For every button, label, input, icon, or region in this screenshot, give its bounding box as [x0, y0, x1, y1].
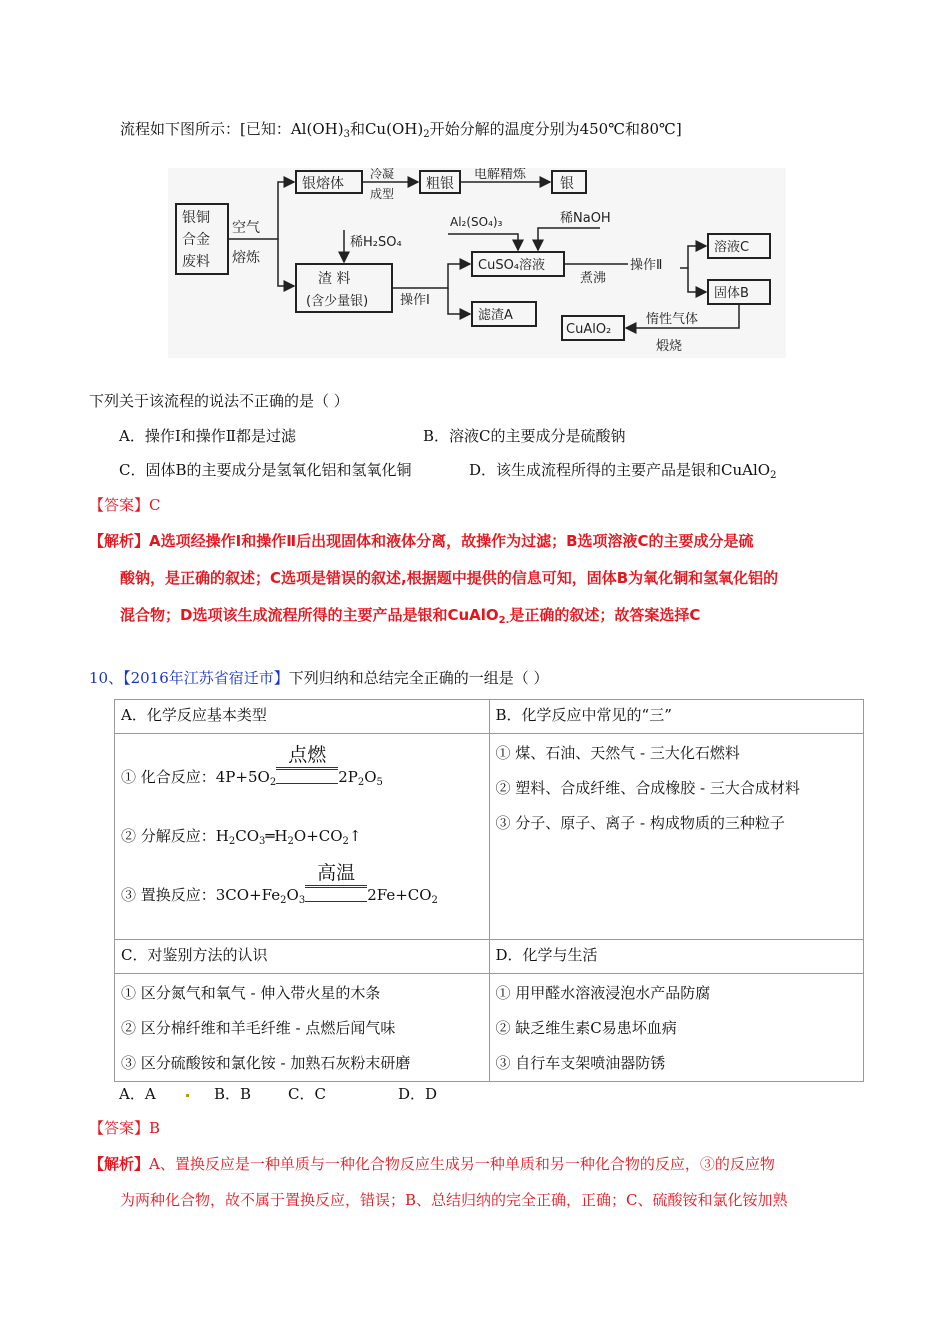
q10-option-c: C．C: [288, 1085, 326, 1103]
flow-diagram-svg: [168, 168, 786, 358]
molten-label: 银熔体: [302, 176, 344, 192]
cond-label: 冷凝: [370, 168, 395, 181]
c-item-3: ③ 区分硫酸铵和氯化铵 - 加熟石灰粉末研磨: [121, 1054, 411, 1072]
q9-option-a: A．操作Ⅰ和操作Ⅱ都是过滤: [119, 427, 296, 445]
flow-diagram: [168, 168, 786, 358]
raw-label-1: 银铜: [182, 210, 210, 226]
cell-a-head: A．化学反应基本类型: [115, 700, 490, 734]
b-item-2: ② 塑料、合成纤维、合成橡胶 - 三大合成材料: [495, 779, 800, 797]
naoh-label: 稀NaOH: [560, 211, 611, 226]
op1-label: 操作Ⅰ: [400, 293, 430, 308]
q10-analysis-line-1: 【解析】A、置换反应是一种单质与一种化合物反应生成另一种单质和另一种化合物的反应，③的反应物: [89, 1155, 775, 1173]
silver-label: 银: [560, 176, 574, 192]
cell-c-body: [115, 974, 490, 1082]
c-item-1: ① 区分氮气和氧气 - 伸入带火星的木条: [121, 984, 381, 1002]
q9-analysis-line-3: 混合物；D选项该生成流程所得的主要产品是银和CuAlO$_{2.}$是正确的叙述；故答案选择C: [120, 606, 701, 626]
a-item-3: ③ 置换反应：$3CO+Fe_2O_3$ 高温 $2Fe+CO_2$: [121, 884, 483, 905]
boil-label: 煮沸: [580, 271, 607, 286]
cell-b-head: B．化学反应中常见的“三”: [489, 700, 864, 734]
d-item-3: ③ 自行车支架喷油器防锈: [495, 1054, 666, 1072]
a-item-1: ① 化合反应：$4P+5O_2$ 点燃 $2P_2O_5$: [121, 766, 483, 787]
cond-hightemp: 高温: [305, 884, 367, 904]
q10-stem: 10、【2016年江苏省宿迁市】下列归纳和总结完全正确的一组是（ ）: [89, 669, 549, 687]
q10-analysis-line-2: 为两种化合物，故不属于置换反应，错误；B、总结归纳的完全正确，正确；C、硫酸铵和氯化铵加熟: [120, 1191, 788, 1209]
a-item-2: ② 分解反应：$H_2CO_3═H_2O+CO_2↑$: [121, 827, 362, 847]
cell-c-head: C．对鉴别方法的认识: [115, 940, 490, 974]
cell-d-body: [489, 974, 864, 1082]
q9-analysis-line-2: 酸钠，是正确的叙述；C选项是错误的叙述,根据题中提供的信息可知，固体B为氧化铜和氢氧化铝的: [120, 569, 779, 587]
air-label: 空气: [232, 220, 260, 236]
acid-label: 稀H₂SO₄: [350, 235, 402, 250]
solc-label: 溶液C: [714, 240, 750, 255]
q9-answer: 【答案】C: [89, 496, 161, 514]
b-item-1: ① 煤、石油、天然气 - 三大化石燃料: [495, 744, 740, 762]
resa-label: 滤渣A: [478, 308, 513, 323]
q10-option-b: B．B: [214, 1085, 252, 1103]
q9-option-b: B．溶液C的主要成分是硫酸钠: [423, 427, 626, 445]
slag-label: 渣 料: [318, 271, 351, 287]
d-item-1: ① 用甲醛水溶液浸泡水产品防腐: [495, 984, 711, 1002]
solb-label: 固体B: [714, 286, 749, 301]
smelt-label: 熔炼: [232, 250, 260, 266]
q10-table: [114, 699, 864, 1082]
q9-analysis-line-1: 【解析】A选项经操作Ⅰ和操作Ⅱ后出现固体和液体分离，故操作为过滤；B选项溶液C的主要成分是硫: [89, 532, 754, 550]
q9-option-c: C．固体B的主要成分是氢氧化铝和氢氧化铜: [119, 461, 412, 479]
cuso4-label: CuSO₄溶液: [478, 258, 546, 273]
cell-b-body: [489, 734, 864, 940]
d-item-2: ② 缺乏维生素C易患坏血病: [495, 1019, 677, 1037]
q10-option-a: A．A: [119, 1085, 156, 1103]
form-label: 成型: [370, 187, 395, 201]
c-item-2: ② 区分棉纤维和羊毛纤维 - 点燃后闻气味: [121, 1019, 396, 1037]
cell-a-body: [115, 734, 490, 940]
q9-stem: 下列关于该流程的说法不正确的是（ ）: [89, 392, 349, 410]
calc-label: 煅烧: [656, 339, 683, 354]
inert-label: 惰性气体: [646, 312, 699, 327]
slag-note-label: (含少量银): [306, 294, 369, 309]
q10-answer: 【答案】B: [89, 1119, 161, 1137]
q9-option-d: D．该生成流程所得的主要产品是银和CuAlO$_2$: [469, 461, 777, 481]
raw-label-3: 废料: [182, 254, 210, 270]
cond-ignite: 点燃: [276, 766, 338, 786]
q10-option-d: D．D: [398, 1085, 438, 1103]
electro-label: 电解精炼: [474, 168, 527, 182]
cualo2-label: CuAlO₂: [566, 322, 612, 337]
intro-line: 流程如下图所示：[已知：$Al(OH)_3$和$Cu(OH)_2$开始分解的温度分别为450℃和80℃]: [120, 120, 682, 140]
al2so4-label: Al₂(SO₄)₃: [450, 215, 503, 229]
decorative-dot: [186, 1094, 189, 1097]
b-item-3: ③ 分子、原子、离子 - 构成物质的三种粒子: [495, 814, 785, 832]
op2-label: 操作Ⅱ: [630, 258, 663, 273]
raw-label-2: 合金: [182, 232, 210, 248]
cell-d-head: D．化学与生活: [489, 940, 864, 974]
crude-label: 粗银: [426, 176, 454, 192]
